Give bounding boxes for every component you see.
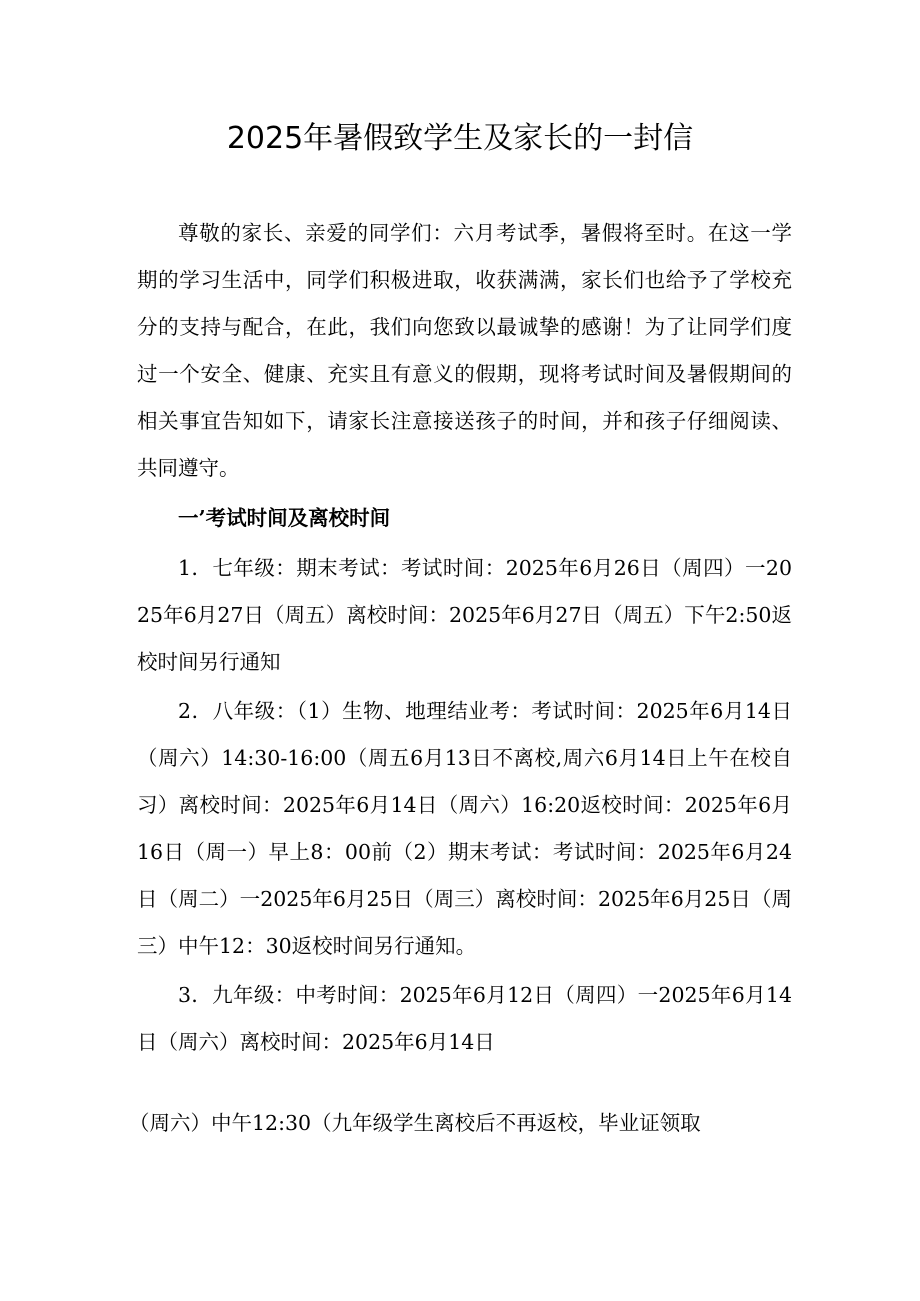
document-body — [129, 210, 792, 1148]
section-heading-exam-times: 一’考试时间及离校时间 — [178, 506, 391, 530]
document-title: 2025年暑假致学生及家长的一封信 — [226, 121, 694, 156]
grade-8-paragraph: 2．八年级：（1）生物、地理结业考：考试时间：2025年6月14日（周六）14:30-16:00（周五6月13日不离校,周六6月14日上午在校自习）离校时间：2025年6月14日（周六）16:20返校时间：2025年6月16日（周一）早上8：00前（2）期末考试：考试时间：2025年6月24日（周二）一2025年6月25日（周三）离校时间：2025年6月25日（周三）中午12：30返校时间另行通知。 — [137, 699, 792, 958]
grade-9-paragraph: 3．九年级：中考时间：2025年6月12日（周四）一2025年6月14日（周六）离校时间：2025年6月14日 — [137, 983, 792, 1054]
grade-7-paragraph: 1．七年级：期末考试：考试时间：2025年6月26日（周四）一2025年6月27日（周五）离校时间：2025年6月27日（周五）下午2:50返校时间另行通知 — [137, 556, 792, 674]
continuation-line: （周六）中午12:30（九年级学生离校后不再返校，毕业证领取 — [129, 1111, 701, 1135]
intro-paragraph: 尊敬的家长、亲爱的同学们：六月考试季，暑假将至时。在这一学期的学习生活中，同学们积极进取，收获满满，家长们也给予了学校充分的支持与配合，在此，我们向您致以最诚挚的感谢！为了让同学们度过一个安全、健康、充实且有意义的假期，现将考试时间及暑假期间的相关事宜告知如下，请家长注意接送孩子的时间，并和孩子仔细阅读、共同遵守。 — [137, 221, 792, 480]
